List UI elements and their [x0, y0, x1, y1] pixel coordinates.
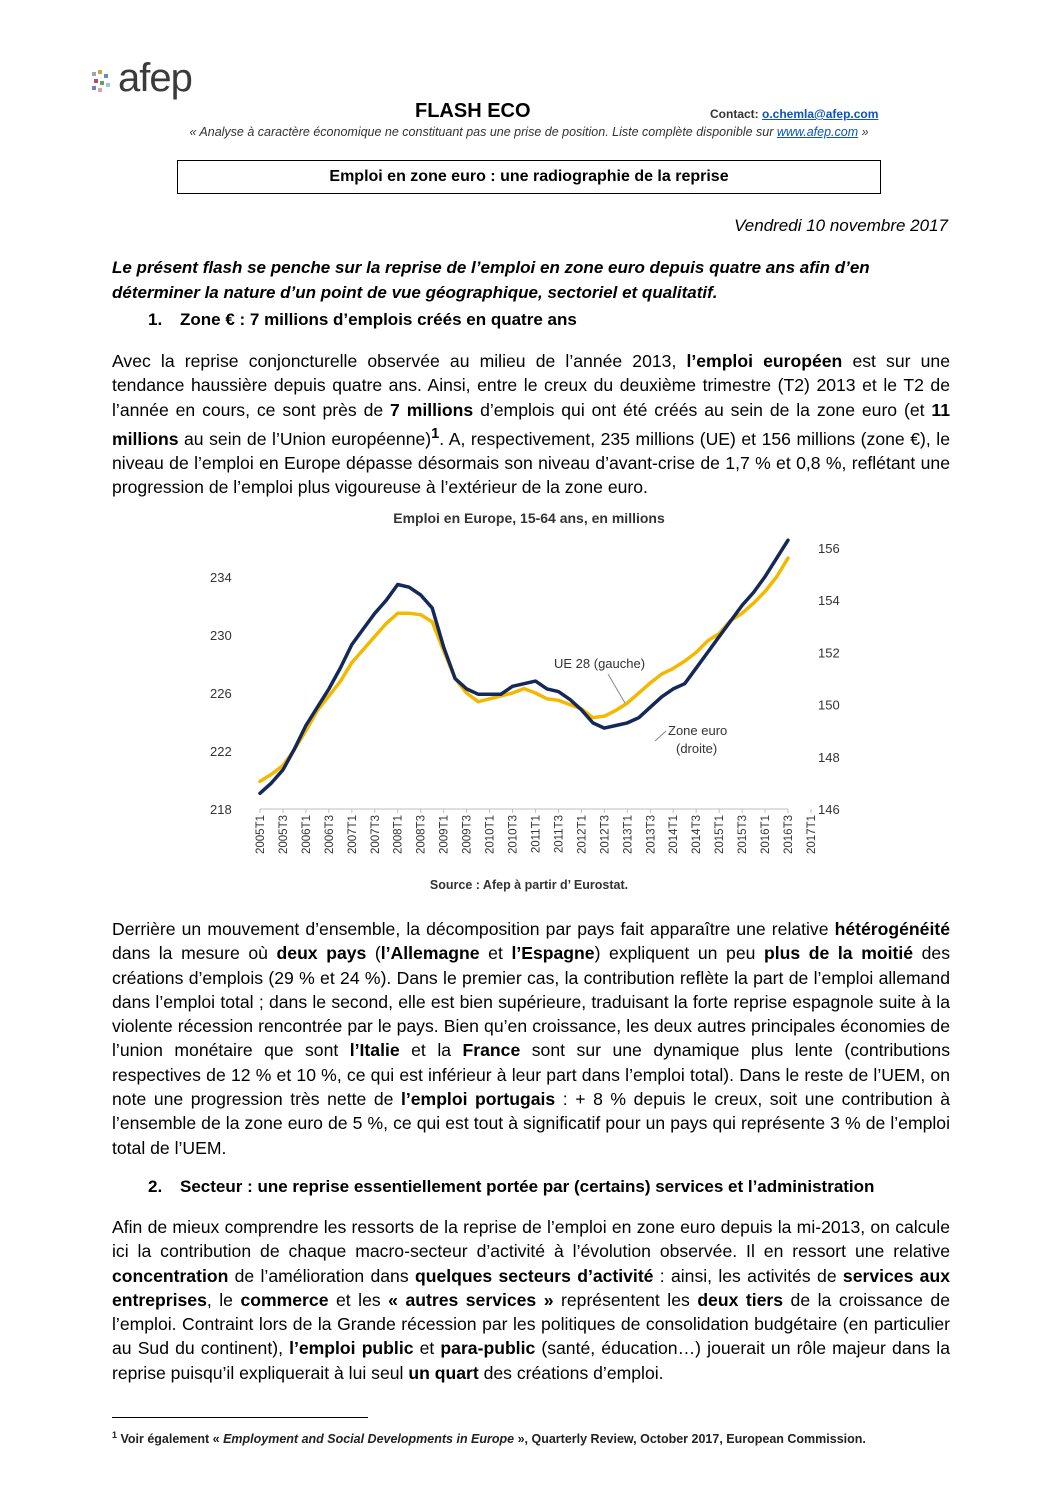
x-tick-label: 2010T3 — [507, 815, 520, 855]
emphasis-text: plus de la moitié — [764, 943, 914, 964]
footnote-ref: 1 — [431, 425, 440, 442]
x-tick-label: 2012T1 — [576, 815, 589, 855]
logo-text: afep — [118, 56, 192, 100]
x-tick-label: 2016T3 — [783, 815, 795, 855]
emphasis-text: para-public — [440, 1338, 536, 1359]
x-tick-label: 2017T1 — [805, 815, 818, 855]
contact-label: Contact: — [710, 107, 762, 121]
emphasis-text: l’emploi européen — [686, 351, 843, 371]
emphasis-text: France — [462, 1040, 521, 1061]
annotation-leader — [608, 674, 625, 703]
y-right-tick-label: 156 — [818, 541, 840, 556]
emphasis-text: l’Allemagne — [380, 943, 480, 964]
emphasis-text: hétérogénéité — [834, 919, 950, 939]
body-text: des créations d’emplois (29 % et 24 %). Dans le premier cas, la contribution reflète la part de l’emploi allemand dans l’emploi total ; dans le second, elle est bien supérieure, traduisant la forte reprise espagnole suite à la violente récession rencontrée par le pays. Bien qu’en croissance, les deux autres principales économies de l’union monétaire que sont — [112, 943, 950, 1061]
contact-email-link[interactable]: o.chemla@afep.com — [762, 107, 879, 121]
x-tick-label: 2014T1 — [668, 815, 681, 855]
emphasis-text: l’Espagne — [511, 943, 595, 964]
x-tick-label: 2015T1 — [714, 815, 727, 855]
y-right-tick-label: 152 — [818, 645, 840, 661]
body-text: et — [479, 943, 512, 964]
flash-eco-title: FLASH ECO — [415, 100, 531, 122]
afep-logo — [90, 56, 220, 106]
body-text: . A, respectivement, 235 millions (UE) et 156 millions (zone €), le niveau de l’emploi en Europe dépasse désormais son niveau d’avant-crise de 1,7 % et 0,8 %, reflétant une progression de l’emploi plus vigoureuse à l’extérieur de la zone euro. — [112, 428, 950, 498]
emphasis-text: deux tiers — [697, 1289, 784, 1310]
employment-line-chart — [200, 535, 860, 885]
emphasis-text: l’emploi portugais — [400, 1089, 556, 1110]
body-text: : + 8 % depuis le creux, soit une contribution à l’ensemble de la zone euro de 5 %, ce qui est tout à significatif pour un pays qui représente 3 % de l’emploi total de l’UEM. — [112, 1089, 950, 1158]
x-tick-label: 2009T3 — [461, 815, 474, 855]
x-tick-label: 2007T3 — [369, 815, 382, 855]
body-text: Derrière un mouvement d’ensemble, la décomposition par pays fait apparaître une relative — [112, 919, 835, 939]
y-left-tick-label: 222 — [210, 744, 232, 759]
y-left-tick-label: 218 — [210, 802, 232, 817]
afep-website-link[interactable]: www.afep.com — [776, 125, 859, 139]
x-tick-label: 2008T1 — [392, 815, 405, 855]
contact-line — [710, 107, 878, 121]
paragraph-country-breakdown — [112, 917, 950, 1160]
x-tick-label: 2005T3 — [277, 815, 290, 855]
body-text: au sein de l’Union européenne) — [178, 428, 432, 449]
footnote-text-end: », Quarterly Review, October 2017, European Commission. — [514, 1432, 866, 1447]
body-text: sont sur une dynamique plus lente (contributions respectives de 12 % et 10 %, ce qui est inférieur à leur part dans l’emploi total). Dans le reste de l’UEM, on note une progression très nette de — [112, 1040, 950, 1110]
x-tick-label: 2009T1 — [438, 815, 451, 855]
x-tick-label: 2013T1 — [622, 815, 635, 855]
x-tick-label: 2016T1 — [760, 815, 773, 855]
annotation-leader — [655, 731, 666, 741]
emphasis-text: l’emploi public — [289, 1338, 414, 1359]
body-text: de la croissance de l’emploi. Contraint lors de la Grande récession par les politiques de consolidation budgétaire (en particulier au Sud du continent), — [112, 1289, 950, 1359]
document-date: Vendredi 10 novembre 2017 — [734, 216, 948, 235]
section-number: 1. — [148, 310, 163, 329]
emphasis-text: un quart — [408, 1362, 479, 1383]
y-right-tick-label: 150 — [818, 697, 840, 713]
body-text: est sur une tendance haussière depuis quatre ans. Ainsi, entre le creux du deuxième trimestre (T2) 2013 et le T2 de l’année en cours, ce sont près de — [112, 351, 950, 420]
y-right-tick-label: 148 — [818, 749, 840, 765]
body-text: Afin de mieux comprendre les ressorts de la reprise de l’emploi en zone euro depuis la mi-2013, on calcule ici la contribution de chaque macro-secteur d’activité à l’évolution observée. Il en ressort une relative — [112, 1217, 950, 1262]
body-text: représentent les — [553, 1289, 698, 1310]
footnote-text: Voir également « — [117, 1432, 224, 1447]
emphasis-text: quelques secteurs d’activité — [414, 1265, 654, 1286]
disclaimer — [0, 125, 1058, 139]
y-right-tick-label: 146 — [818, 802, 840, 817]
body-text: (santé, éducation…) jouerait un rôle majeur dans la reprise puisqu’il expliquerait à lui seul — [112, 1338, 950, 1383]
section-1-heading — [148, 310, 577, 330]
body-text: ( — [366, 943, 381, 964]
x-tick-label: 2011T1 — [530, 815, 543, 854]
section-title: Zone € : 7 millions d’emplois créés en quatre ans — [180, 310, 577, 329]
body-text: ) expliquent un peu — [594, 943, 764, 964]
x-tick-label: 2015T3 — [737, 815, 750, 855]
logo-dots-icon — [90, 68, 118, 98]
x-tick-label: 2013T3 — [645, 815, 658, 855]
annotation-zone-euro: Zone euro — [668, 723, 728, 738]
annotation-ue28: UE 28 (gauche) — [554, 656, 646, 671]
y-left-tick-label: 226 — [210, 686, 232, 701]
section-2-heading — [148, 1177, 874, 1197]
footnote-publication-title: Employment and Social Developments in Europe — [223, 1432, 515, 1447]
footnote-divider — [112, 1417, 368, 1418]
document-title: Emploi en zone euro : une radiographie de la reprise — [177, 160, 881, 194]
chart-title: Emploi en Europe, 15-64 ans, en millions — [393, 510, 665, 526]
emphasis-text: deux pays — [276, 943, 367, 964]
x-tick-label: 2006T3 — [323, 815, 336, 855]
x-tick-label: 2011T3 — [553, 815, 566, 854]
y-left-tick-label: 230 — [210, 628, 232, 643]
emphasis-text: « autres services » — [388, 1289, 554, 1310]
paragraph-sector-breakdown — [112, 1215, 950, 1385]
body-text: : ainsi, les activités de — [653, 1265, 843, 1286]
x-tick-label: 2005T1 — [255, 815, 267, 855]
body-text: et la — [399, 1040, 463, 1061]
emphasis-text: 7 millions — [390, 399, 474, 420]
section-number: 2. — [148, 1177, 163, 1196]
x-tick-label: 2006T1 — [300, 815, 313, 855]
chart-source: Source : Afep à partir d’ Eurostat. — [429, 878, 629, 892]
x-tick-label: 2008T3 — [415, 815, 428, 855]
section-title: Secteur : une reprise essentiellement portée par (certains) services et l’administration — [180, 1177, 875, 1196]
x-tick-label: 2010T1 — [484, 815, 497, 855]
footnote-number: 1 — [112, 1430, 118, 1440]
body-text: et les — [328, 1289, 389, 1310]
intro-paragraph: Le présent flash se penche sur la reprise de l’emploi en zone euro depuis quatre ans afin d’en déterminer la nature d’un point de vue géographique, sectoriel et qualitatif. — [112, 258, 870, 302]
emphasis-text: l’Italie — [349, 1040, 400, 1061]
y-left-tick-label: 234 — [210, 570, 232, 585]
emphasis-text: concentration — [112, 1265, 229, 1286]
disclaimer-text: « Analyse à caractère économique ne constituant pas une prise de position. Liste complète disponible sur — [189, 125, 777, 139]
body-text: Avec la reprise conjoncturelle observée au milieu de l’année 2013, — [112, 351, 687, 371]
emphasis-text: 11 millions — [112, 399, 950, 449]
footnote — [112, 1430, 866, 1446]
body-text: dans la mesure où — [112, 943, 277, 964]
body-text: d’emplois qui ont été créés au sein de la zone euro (et — [473, 399, 932, 420]
x-tick-label: 2012T3 — [599, 815, 612, 855]
x-tick-label: 2007T1 — [346, 815, 359, 855]
body-text: , le — [206, 1289, 241, 1310]
y-right-tick-label: 154 — [818, 593, 840, 609]
body-text: et — [413, 1338, 441, 1359]
emphasis-text: services aux entreprises — [112, 1265, 950, 1310]
paragraph-employment-trend — [112, 349, 950, 500]
body-text: de l’amélioration dans — [228, 1265, 415, 1286]
emphasis-text: commerce — [240, 1289, 329, 1310]
annotation-zone-euro-axis: (droite) — [676, 741, 718, 756]
body-text: des créations d’emploi. — [478, 1362, 664, 1383]
disclaimer-end: » — [858, 125, 869, 139]
x-tick-label: 2014T3 — [691, 815, 704, 855]
